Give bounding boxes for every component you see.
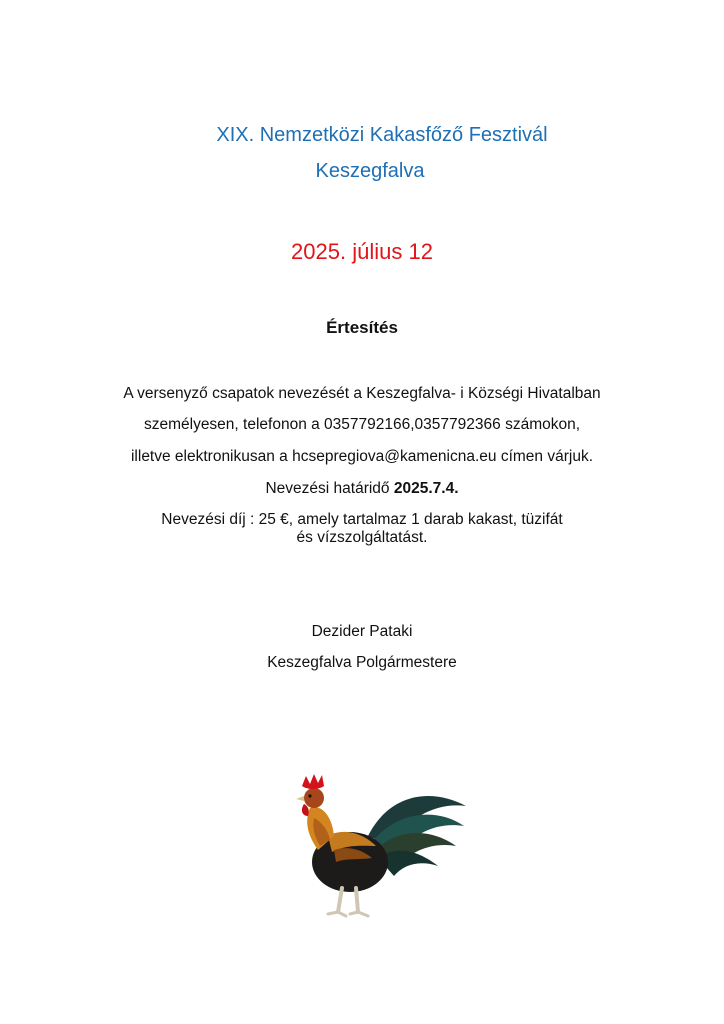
rooster-icon — [288, 766, 472, 922]
notice-heading: Értesítés — [326, 318, 398, 337]
deadline-label: Nevezési határidő — [265, 480, 394, 497]
fee-line-2: és vízszolgáltatást. — [296, 529, 428, 546]
deadline-line — [0, 480, 724, 498]
festival-location: Keszegfalva — [315, 160, 425, 182]
notice-line-2: személyesen, telefonon a 0357792166,0357792366 számokon, — [143, 416, 581, 433]
festival-date: 2025. július 12 — [291, 239, 433, 264]
signature-name: Dezider Pataki — [311, 623, 413, 640]
fee-line-1: Nevezési díj : 25 €, amely tartalmaz 1 darab kakast, tüzifát — [161, 511, 563, 528]
festival-title: XIX. Nemzetközi Kakasfőző Fesztivál — [216, 124, 548, 146]
signature-role: Keszegfalva Polgármestere — [267, 654, 457, 671]
deadline-value: 2025.7.4. — [393, 480, 459, 497]
notice-line-1: A versenyző csapatok nevezését a Keszegfalva- i Községi Hivatalban — [123, 385, 601, 402]
notice-line-3: illetve elektronikusan a hcsepregiova@kamenicna.eu címen várjuk. — [130, 448, 594, 465]
